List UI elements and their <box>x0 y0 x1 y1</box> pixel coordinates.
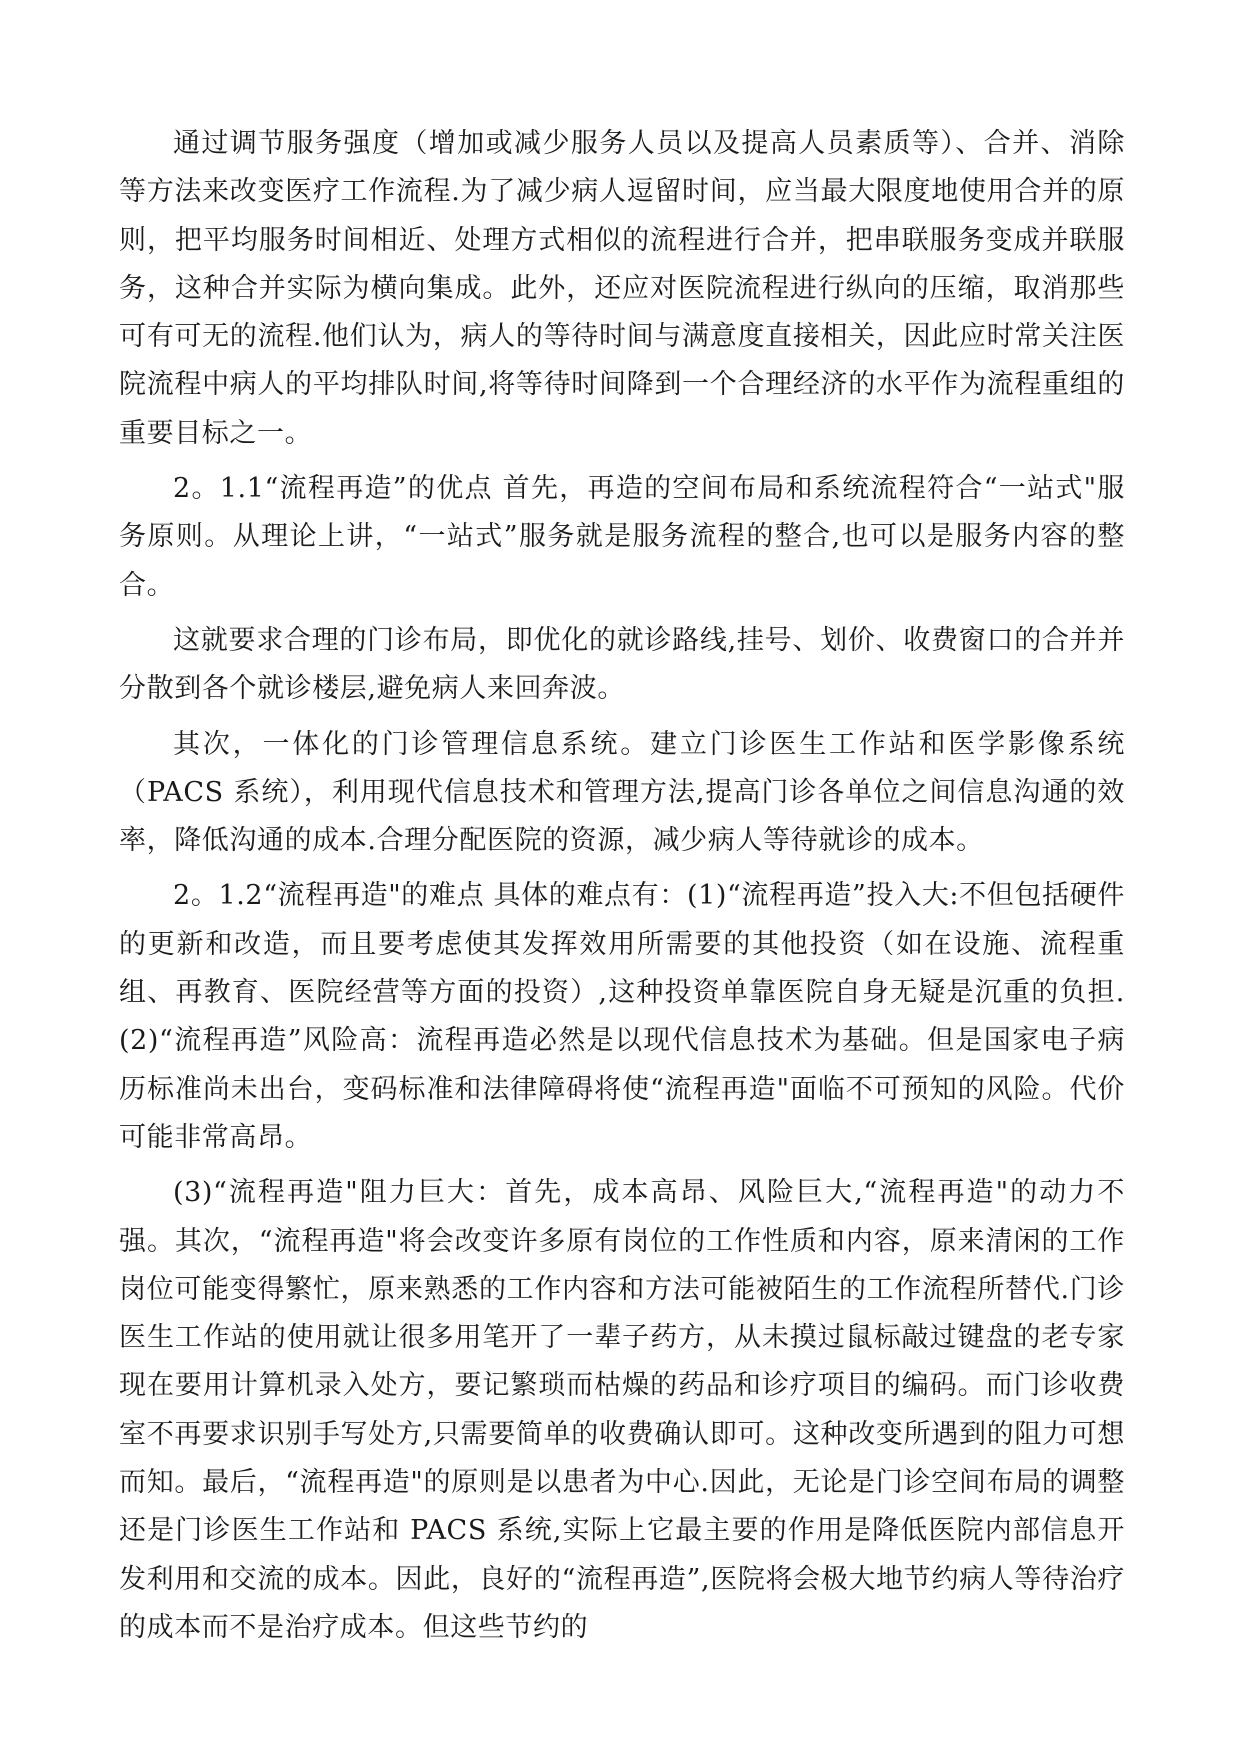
paragraph-difficulties: 2。1.2“流程再造"的难点 具体的难点有：(1)“流程再造”投入大:不但包括硬件的更新和改造，而且要考虑使其发挥效用所需要的其他投资（如在设施、流程重组、再教育、医院经营等方面的投资）,这种投资单靠医院自身无疑是沉重的负担.(2)“流程再造”风险高：流程再造必然是以现代信息技术为基础。但是国家电子病历标准尚未出台，变码标准和法律障碍将使“流程再造"面临不可预知的风险。代价可能非常高昂。 <box>119 880 1125 1153</box>
paragraph-outpatient-layout: 这就要求合理的门诊布局，即优化的就诊路线,挂号、划价、收费窗口的合并并分散到各个就诊楼层,避免病人来回奔波。 <box>119 624 1125 705</box>
document-page <box>119 120 1125 1659</box>
paragraph-information-system: 其次，一体化的门诊管理信息系统。建立门诊医生工作站和医学影像系统（PACS 系统），利用现代信息技术和管理方法,提高门诊各单位之间信息沟通的效率，降低沟通的成本.合理分配医院的资源，减少病人等待就诊的成本。 <box>119 728 1125 857</box>
paragraph-resistance: (3)“流程再造"阻力巨大：首先，成本高昂、风险巨大,“流程再造"的动力不强。其次，“流程再造"将会改变许多原有岗位的工作性质和内容，原来清闲的工作岗位可能变得繁忙，原来熟悉的工作内容和方法可能被陌生的工作流程所替代.门诊医生工作站的使用就让很多用笔开了一辈子药方，从未摸过鼠标敲过键盘的老专家现在要用计算机录入处方，要记繁琐而枯燥的药品和诊疗项目的编码。而门诊收费室不再要求识别手写处方,只需要简单的收费确认即可。这种改变所遇到的阻力可想而知。最后，“流程再造"的原则是以患者为中心.因此，无论是门诊空间布局的调整还是门诊医生工作站和 PACS 系统,实际上它最主要的作用是降低医院内部信息开发利用和交流的成本。因此，良好的“流程再造”,医院将会极大地节约病人等待治疗的成本而不是治疗成本。但这些节约的 <box>119 1177 1125 1643</box>
paragraph-advantages: 2。1.1“流程再造”的优点 首先，再造的空间布局和系统流程符合“一站式"服务原则。从理论上讲，“一站式”服务就是服务流程的整合,也可以是服务内容的整合。 <box>119 473 1125 601</box>
paragraph-intro-flow-restructuring: 通过调节服务强度（增加或减少服务人员以及提高人员素质等）、合并、消除等方法来改变医疗工作流程.为了减少病人逗留时间，应当最大限度地使用合并的原则，把平均服务时间相近、处理方式相似的流程进行合并，把串联服务变成并联服务，这种合并实际为横向集成。此外，还应对医院流程进行纵向的压缩，取消那些可有可无的流程.他们认为，病人的等待时间与满意度直接相关，因此应时常关注医院流程中病人的平均排队时间,将等待时间降到一个合理经济的水平作为流程重组的重要目标之一。 <box>119 128 1125 449</box>
